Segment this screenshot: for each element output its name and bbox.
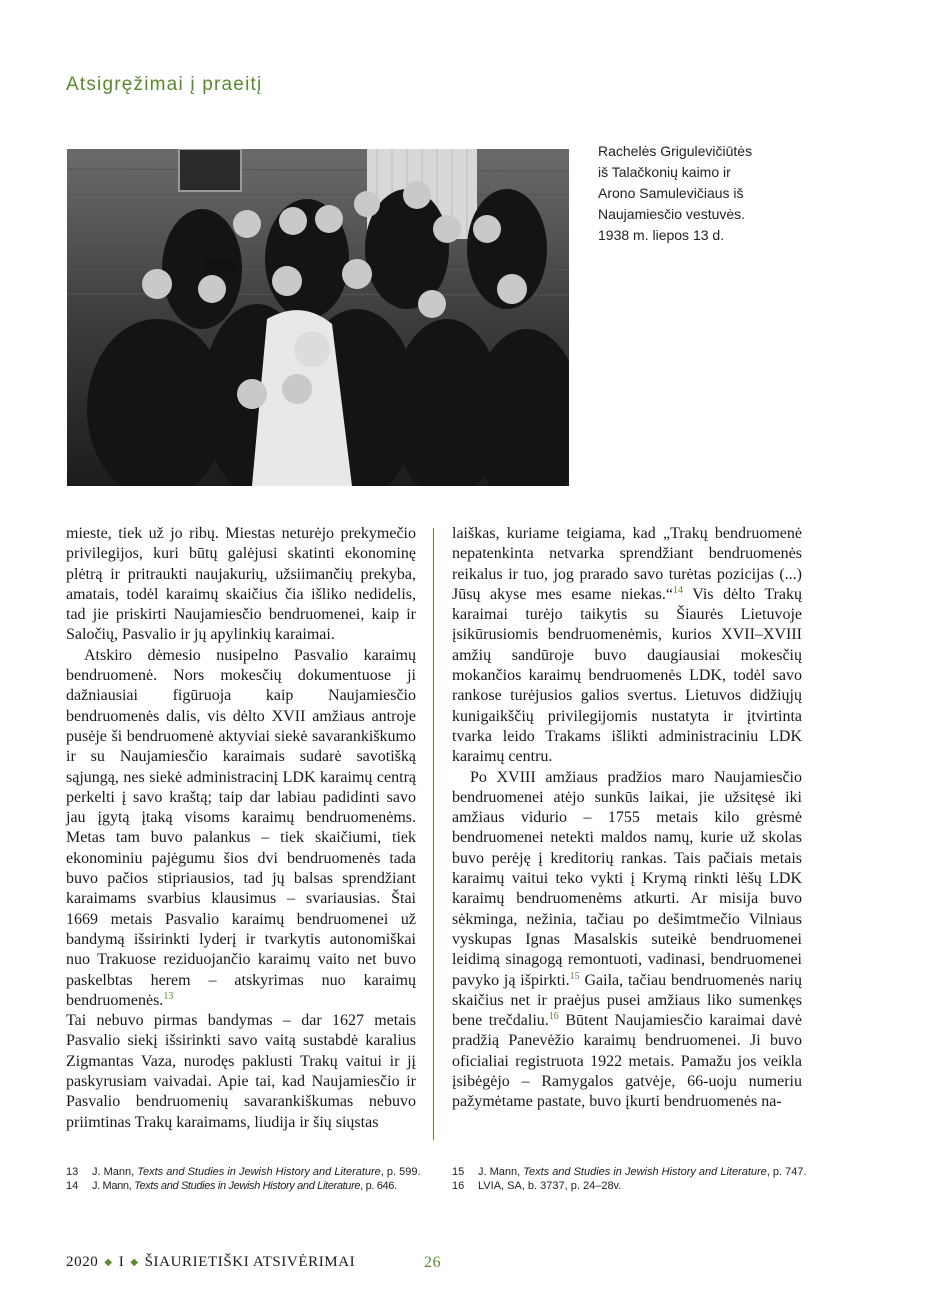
caption-line: Arono Samulevičiaus iš <box>598 185 744 201</box>
paragraph <box>66 646 416 1011</box>
footnote-ref[interactable]: 15 <box>569 970 580 982</box>
caption-line: Rachelės Grigulevičiūtės <box>598 143 753 159</box>
footnotes-right <box>452 1165 812 1193</box>
footnote-title: Texts and Studies in Jewish History and Literature <box>134 1180 361 1192</box>
page-number: 26 <box>424 1253 442 1271</box>
footnote-page: , p. 747. <box>766 1166 807 1178</box>
footnote-number: 13 <box>66 1166 79 1178</box>
page-footer <box>66 1253 442 1271</box>
paragraph-text: Po XVIII amžiaus pradžios maro Naujamiesčio bendruomenei atėjo sunkūs laikai, jie užsitęsė iki amžiaus vidurio – 1755 metais kilo grėsmė bendruomenei netekti maldos namų, kurie už skolas buvo perėję į kreditorių rankas. Tais pačiais metais karaimų vaitui teko vykti į Krymą rinkti lėšų LDK karaimų bendruomenėms atkurti. Ar misija buvo sėkminga, nežinia, tačiau po dešimtmečio Vilniaus vyskupas Ignas Masalskis suteikė bendruomenei leidimą sinagogą remontuoti, vadinasi, bendruomenei pavyko ją išpirkti. <box>452 768 802 989</box>
footnote-author: J. Mann, <box>92 1166 138 1178</box>
footnote <box>452 1165 812 1179</box>
footnote <box>66 1165 426 1179</box>
wedding-photo-illustration <box>67 149 569 486</box>
column-divider <box>433 528 434 1140</box>
footnote-page: , p. 646. <box>360 1180 397 1192</box>
photo-caption <box>598 141 818 246</box>
diamond-icon: ◆ <box>130 1257 139 1268</box>
paragraph-text: laiškas, kuriame teigiama, kad „Trakų bendruomenė nepatenkinta netvarka sprendžiant bendruomenės reikalus ir tuo, jog prarado savo turėtas pozicijas (...) Jūsų akyse mes esame niekas.“ <box>452 525 802 603</box>
left-column <box>66 524 416 1133</box>
footnote-title: Texts and Studies in Jewish History and Literature <box>523 1166 767 1178</box>
footnote-number: 14 <box>66 1180 79 1192</box>
section-title: Atsigręžimai į praeitį <box>66 74 263 95</box>
caption-line: Naujamiesčio vestuvės. <box>598 206 746 222</box>
diamond-icon: ◆ <box>104 1257 113 1268</box>
footer-year: 2020 <box>66 1254 99 1270</box>
paragraph-text: Atskiro dėmesio nusipelno Pasvalio karaimų bendruomenė. Nors mokesčių dokumentuose ji dažniausiai figūruoja kaip Naujamiesčio bendruomenės dalis, vis dėlto XVII amžiaus antroje pusėje ši bendruomenė aktyviai siekė savarankiškumo ir su Naujamiesčio karaimais sudarė savotišką sąjungą, nes siekė administracinį LDK karaimų centrą perkelti į savo kraštą; taip dar labiau padidinti savo jau įgytą įtaką visoms karaimų bendruomenėms. Metas tam buvo palankus – tiek skaičiumi, tiek ekonominiu pajėgumu šios dvi bendruomenės tada buvo pačios stipriausios, tad jų balsas sprendžiant karaimams svarbius klausimus – svariausias. Štai 1669 metais Pasvalio karaimų bendruomenei už bandymą išsirinkti lyderį ir tvarkytis autonomiškai nuo Trakuose reziduojančio karaimų vaito net buvo paskelbtas herem – atskyrimas nuo karaimų bendruomenės. <box>66 646 416 1009</box>
paragraph-text: Gaila, tačiau bendruomenės narių skaičius net ir praėjus pusei amžiaus liko sumenkęs bene trečdaliu. <box>452 971 803 1030</box>
paragraph: Tai nebuvo pirmas bandymas – dar 1627 metais Pasvalio siekį išsirinkti savo vaitą sustabdė karalius Zigmantas Vaza, nurodęs paklusti Trakų vaitui ir jį paskyrusiam vaivadai. Apie tai, kad Naujamiesčio ir Pasvalio bendruomenių savarankiškumas nebuvo priimtinas Trakų karaimams, liudija ir šių siųstas <box>66 1012 416 1131</box>
paragraph-text: Vis dėlto Trakų karaimai turėjo taikytis su Šiaurės Lietuvoje įsikūrusiomis bendruomenėmis, kurios XVII–XVIII amžių sandūroje buvo daugiausiai mokesčių mokančios karaimų bendruomenės LDK, todėl savo rankose turėjusios galios svertus. Lietuvos didžiųjų kunigaikščių privilegijomis nustatyta ir įtvirtinta tvarka leido Trakams išlikti administraciniu LDK karaimų centru. <box>452 585 802 766</box>
wedding-photo <box>67 149 569 486</box>
paragraph-text: Būtent Naujamiesčio karaimai davė pradžią Panevėžio karaimų bendruomenei. Ji buvo oficialiai registruota 1922 metais. Pamažu jos veikla įsibėgėjo – Ramygalos gatvėje, 66-uoju numeriu pažymėtame pastate, buvo įkurti bendruomenės na- <box>452 1012 802 1111</box>
footnote-title: Texts and Studies in Jewish History and Literature <box>137 1166 381 1178</box>
footnote-text <box>92 1179 426 1193</box>
footnote-source: LVIA, SA, b. 3737, p. 24–28v. <box>478 1180 622 1192</box>
footnote-text <box>478 1179 812 1193</box>
footnote-ref[interactable]: 16 <box>548 1011 559 1023</box>
footnote-author: J. Mann, <box>92 1180 135 1192</box>
caption-line: 1938 m. liepos 13 d. <box>598 227 725 243</box>
footnote-ref[interactable]: 13 <box>163 990 174 1002</box>
right-column <box>452 524 802 1113</box>
footnote-number: 15 <box>452 1166 465 1178</box>
footnote-author: J. Mann, <box>478 1166 524 1178</box>
footnote <box>452 1179 812 1193</box>
paragraph <box>452 524 802 768</box>
footnote-text <box>478 1165 812 1179</box>
footnote-number: 16 <box>452 1180 465 1192</box>
paragraph <box>452 768 802 1113</box>
footer-issue: I <box>118 1254 125 1270</box>
footnote-page: , p. 599. <box>380 1166 421 1178</box>
footnote <box>66 1179 426 1193</box>
paragraph: mieste, tiek už jo ribų. Miestas neturėjo prekymečio privilegijos, kuri būtų galėjusi skatinti ekonominę plėtrą ir pritraukti naujakurių, užsiimančių prekyba, amatais, todėl karaimų skaičius čia išliko nedidelis, tad jie priskirti Naujamiesčio bendruomenei, kaip ir Saločių, Pasvalio ir jų apylinkių karaimai. <box>66 525 416 644</box>
footnotes-left <box>66 1165 426 1193</box>
footer-journal: ŠIAURIETIŠKI ATSIVĖRIMAI <box>144 1254 356 1270</box>
footnote-ref[interactable]: 14 <box>672 584 683 596</box>
footnote-text <box>92 1165 426 1179</box>
caption-line: iš Talačkonių kaimo ir <box>598 164 731 180</box>
